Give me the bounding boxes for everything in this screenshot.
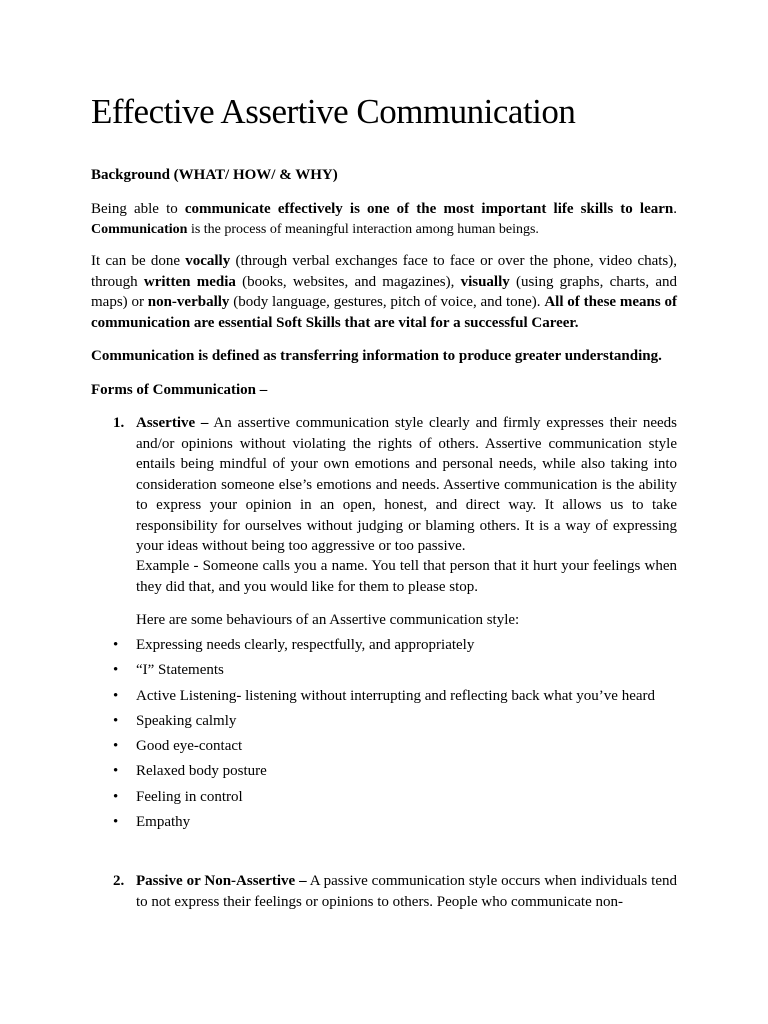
item-description: Passive or Non-Assertive – A passive communication style occurs when individuals tend to not express their feelings or opinions to others. People who communicate non- xyxy=(136,873,677,910)
bullet-icon: • xyxy=(113,763,119,780)
bullet-icon: • xyxy=(113,637,119,653)
bullet-icon: • xyxy=(113,662,119,679)
item-number: 2. xyxy=(113,873,125,889)
list-item: • “I” Statements xyxy=(91,660,677,685)
list-item: • Active Listening- listening without interrupting and reflecting back what you’ve heard xyxy=(91,686,677,711)
list-item: • Speaking calmly xyxy=(91,711,677,736)
list-item: • Empathy xyxy=(91,812,677,837)
background-heading: Background (WHAT/ HOW/ & WHY) xyxy=(91,167,338,183)
means-paragraph: It can be done vocally (through verbal exchanges face to face or over the phone, video chats), through written media (books, websites, and magazines), visually (using graphs, charts, and maps) or non-verbally (body language, gestures, pitch of voice, and tone). All of these means of communication are essential Soft Skills that are vital for a successful Career. xyxy=(91,253,678,331)
item-number: 1. xyxy=(113,415,125,431)
bullet-icon: • xyxy=(113,788,119,805)
forms-heading: Forms of Communication – xyxy=(91,382,268,398)
behaviours-list xyxy=(91,635,677,837)
behaviours-intro: Here are some behaviours of an Assertive communication style: xyxy=(136,612,520,628)
document-title: Effective Assertive Communication xyxy=(91,92,576,131)
item-example: Example - Someone calls you a name. You tell that person that it hurt your feelings when they did that, and you would like for them to please stop. xyxy=(136,558,677,595)
list-item: • Relaxed body posture xyxy=(91,761,677,786)
bullet-icon: • xyxy=(113,814,119,831)
intro-paragraph: Being able to communicate effectively is one of the most important life skills to learn. Communication is the process of meaningful interaction among human beings. xyxy=(91,201,677,237)
bullet-icon: • xyxy=(113,687,119,704)
bullet-icon: • xyxy=(113,738,119,755)
item-description: Assertive – An assertive communication style clearly and firmly expresses their needs and/or opinions without violating the rights of others. Assertive communication style entails being mindful of your own emotions and personal needs, while also taking into consideration someone else’s emotions and needs. Assertive communication is the ability to express your opinion in an open, honest, and direct way. It allows us to take responsibility for ourselves without judging or blaming others. It is a way of expressing your ideas without being too aggressive or too passive. xyxy=(136,415,677,554)
list-item: • Feeling in control xyxy=(91,787,677,812)
list-item: • Good eye-contact xyxy=(91,736,677,761)
list-item: • Expressing needs clearly, respectfully, and appropriately xyxy=(91,635,677,660)
bullet-icon: • xyxy=(113,712,119,729)
definition-paragraph: Communication is defined as transferring information to produce greater understanding. xyxy=(91,348,662,364)
